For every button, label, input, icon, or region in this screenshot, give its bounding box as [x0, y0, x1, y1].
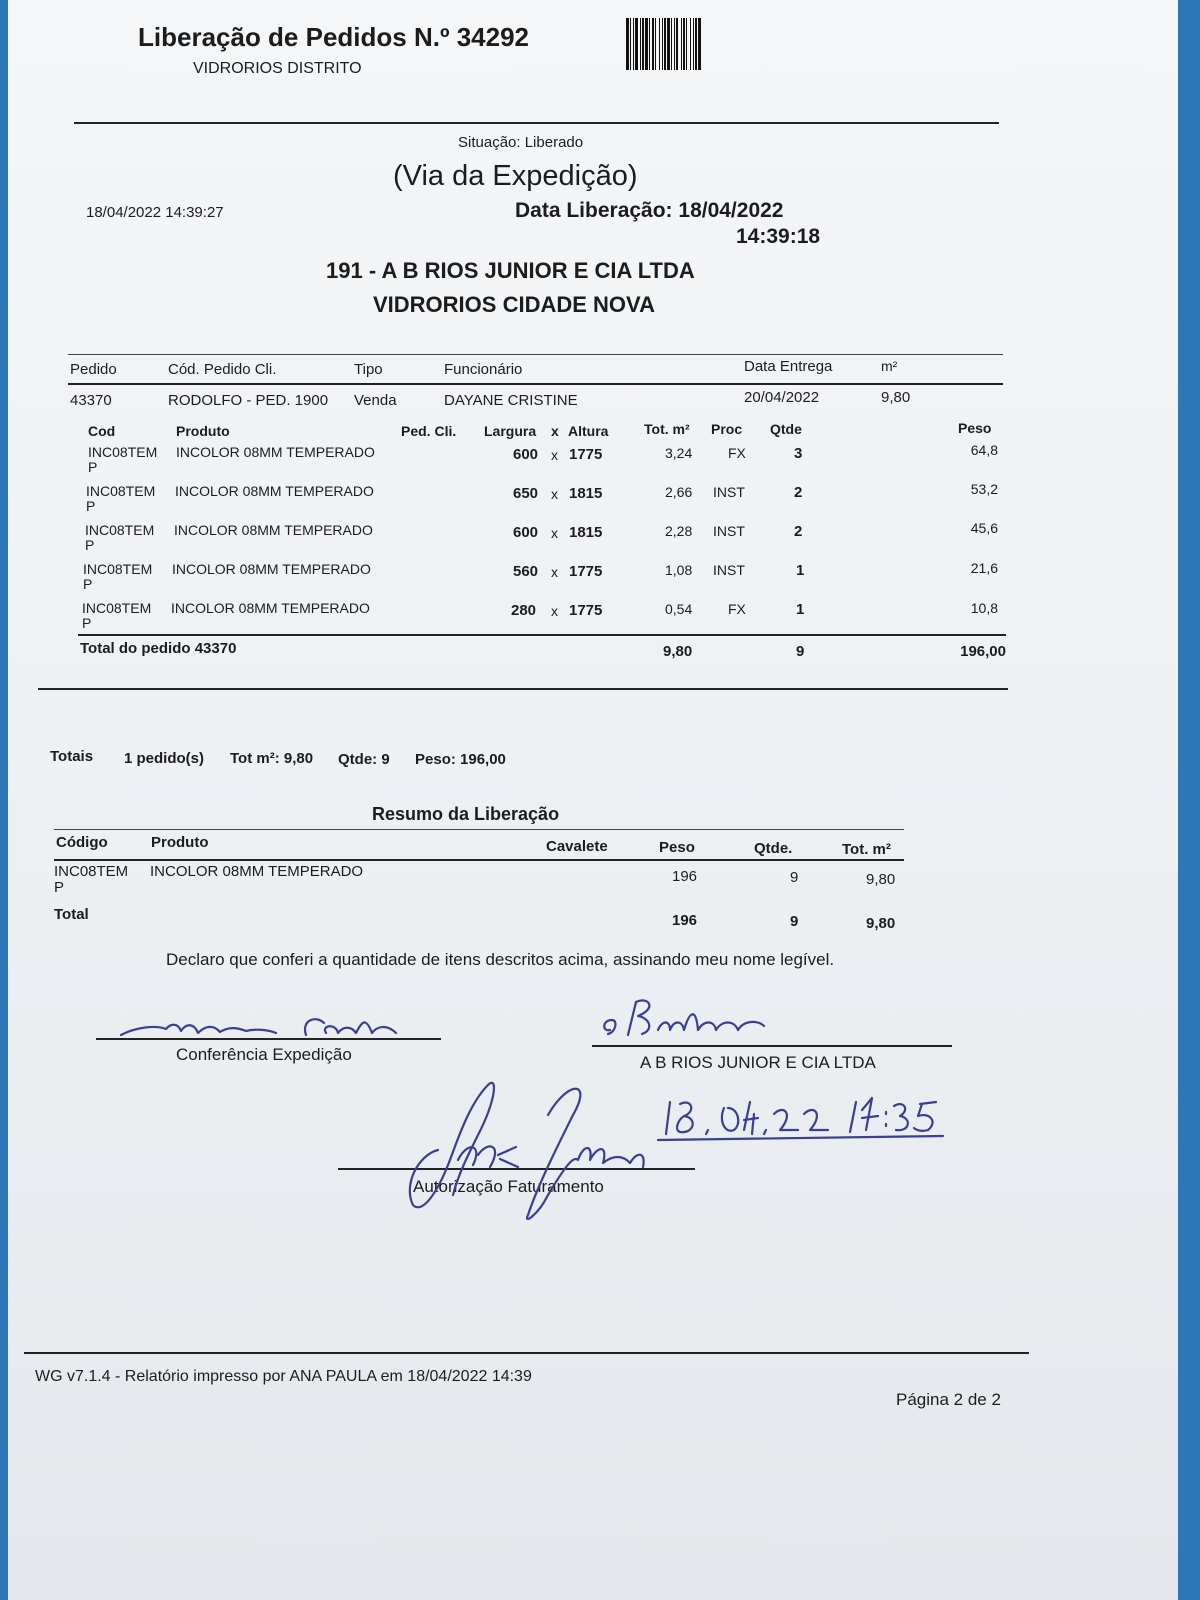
item-produto: INCOLOR 08MM TEMPERADO: [175, 483, 374, 499]
item-x: x: [551, 486, 558, 502]
items-col-x: x: [551, 423, 559, 439]
situacao-label: Situação: Liberado: [458, 134, 584, 151]
resumo-col-cavalete: Cavalete: [546, 838, 608, 855]
totais-peso: Peso: 196,00: [415, 751, 506, 768]
items-col-tot-m2: Tot. m²: [644, 421, 690, 437]
item-altura: 1775: [569, 563, 603, 580]
items-col-largura: Largura: [484, 423, 537, 439]
divider: [38, 688, 1008, 690]
signature-conferencia-icon: [116, 1005, 416, 1050]
resumo-col-qtde: Qtde.: [754, 840, 793, 857]
items-col-produto: Produto: [176, 423, 230, 439]
item-x: x: [551, 603, 558, 619]
totais-label: Totais: [50, 748, 94, 765]
resumo-col-tot-m2: Tot. m²: [842, 841, 891, 858]
totais-pedidos: 1 pedido(s): [124, 750, 205, 767]
item-tot-m2: 0,54: [665, 601, 693, 617]
item-qtde: 2: [794, 523, 803, 540]
pedido-value: 43370: [70, 392, 112, 409]
item-cod: INC08TEM: [85, 522, 155, 538]
declaration-text: Declaro que conferi a quantidade de itens descritos acima, assinando meu nome legível.: [166, 950, 835, 969]
item-produto: INCOLOR 08MM TEMPERADO: [176, 444, 375, 460]
item-proc: FX: [728, 601, 746, 617]
item-proc: INST: [713, 484, 745, 500]
client-name: 191 - A B RIOS JUNIOR E CIA LTDA: [326, 258, 695, 283]
signature-label-conferencia: Conferência Expedição: [176, 1045, 352, 1064]
footer-report-info: WG v7.1.4 - Relatório impresso por ANA PAULA em 18/04/2022 14:39: [35, 1368, 532, 1385]
item-largura: 600: [513, 446, 539, 463]
item-cod: INC08TEM: [86, 483, 156, 499]
barcode-icon: [626, 18, 796, 70]
total-pedido-m2: 9,80: [663, 643, 693, 660]
item-qtde: 1: [796, 601, 805, 618]
item-x: x: [551, 564, 558, 580]
col-m2: m²: [881, 358, 898, 374]
resumo-total-label: Total: [54, 906, 89, 923]
handwritten-date-icon: [658, 1090, 948, 1146]
col-data-entrega: Data Entrega: [744, 358, 833, 375]
item-largura: 560: [513, 563, 539, 580]
resumo-produto: INCOLOR 08MM TEMPERADO: [150, 863, 364, 880]
signature-label-autorizacao: Autorização Faturamento: [413, 1177, 604, 1196]
item-produto: INCOLOR 08MM TEMPERADO: [171, 600, 370, 616]
item-altura: 1815: [569, 524, 603, 541]
item-cod: INC08TEM: [88, 444, 158, 460]
barcode-stripe: [698, 18, 701, 70]
resumo-col-produto: Produto: [151, 834, 209, 851]
item-proc: FX: [728, 445, 746, 461]
item-produto: INCOLOR 08MM TEMPERADO: [174, 522, 373, 538]
divider: [74, 122, 999, 124]
item-tot-m2: 2,66: [665, 484, 693, 500]
items-col-proc: Proc: [711, 421, 743, 437]
item-cod-suffix: P: [86, 498, 96, 514]
divider: [24, 1352, 1029, 1354]
resumo-qtde: 9: [790, 869, 799, 886]
m2-value: 9,80: [881, 389, 911, 406]
col-funcionario: Funcionário: [444, 361, 523, 378]
item-cod: INC08TEM: [82, 600, 152, 616]
item-cod-suffix: P: [82, 615, 92, 631]
item-qtde: 3: [794, 445, 803, 462]
item-produto: INCOLOR 08MM TEMPERADO: [172, 561, 371, 577]
cod-pedido-cli-value: RODOLFO - PED. 1900: [168, 392, 329, 409]
item-altura: 1775: [569, 446, 603, 463]
item-peso: 53,2: [970, 481, 998, 497]
items-col-ped-cli: Ped. Cli.: [401, 423, 457, 439]
item-largura: 650: [513, 485, 539, 502]
divider: [68, 354, 1003, 355]
document-page: [8, 0, 1178, 1600]
hora-liberacao: 14:39:18: [736, 225, 821, 248]
col-tipo: Tipo: [354, 361, 383, 378]
funcionario-value: DAYANE CRISTINE: [444, 392, 578, 409]
item-tot-m2: 1,08: [665, 562, 693, 578]
signature-label-cliente: A B RIOS JUNIOR E CIA LTDA: [640, 1053, 876, 1072]
divider: [54, 829, 904, 830]
item-cod-suffix: P: [88, 459, 98, 475]
items-col-peso: Peso: [958, 420, 992, 436]
tipo-value: Venda: [354, 392, 397, 409]
signature-autorizacao-icon: [398, 1075, 658, 1225]
resumo-total-qtde: 9: [790, 913, 799, 930]
total-pedido-peso: 196,00: [960, 643, 1006, 660]
resumo-tot-m2: 9,80: [866, 871, 896, 888]
divider: [78, 634, 1006, 636]
resumo-codigo: INC08TEM: [54, 863, 129, 880]
item-peso: 45,6: [970, 520, 998, 536]
item-cod-suffix: P: [83, 576, 93, 592]
item-altura: 1775: [569, 602, 603, 619]
footer-page-number: Página 2 de 2: [896, 1390, 1001, 1409]
resumo-total-tot-m2: 9,80: [866, 915, 896, 932]
items-col-altura: Altura: [568, 423, 609, 439]
totais-tot-m2: Tot m²: 9,80: [230, 750, 314, 767]
resumo-codigo-suffix: P: [54, 879, 65, 896]
col-pedido: Pedido: [70, 361, 117, 378]
via-label: (Via da Expedição): [393, 160, 638, 192]
print-datetime: 18/04/2022 14:39:27: [86, 204, 224, 221]
resumo-peso: 196: [672, 868, 698, 885]
item-x: x: [551, 447, 558, 463]
signature-line-cliente: [592, 1045, 952, 1047]
item-peso: 10,8: [970, 600, 998, 616]
items-col-qtde: Qtde: [770, 421, 802, 437]
company-name: VIDRORIOS DISTRITO: [193, 60, 362, 77]
divider: [54, 859, 904, 861]
item-largura: 600: [513, 524, 539, 541]
data-liberacao: Data Liberação: 18/04/2022: [515, 199, 784, 222]
item-altura: 1815: [569, 485, 603, 502]
document-title: Liberação de Pedidos N.º 34292: [138, 22, 529, 52]
col-cod-pedido-cli: Cód. Pedido Cli.: [168, 361, 277, 378]
resumo-col-codigo: Código: [56, 834, 108, 851]
item-proc: INST: [713, 562, 745, 578]
item-largura: 280: [511, 602, 537, 619]
item-cod-suffix: P: [85, 537, 95, 553]
totais-qtde: Qtde: 9: [338, 751, 390, 768]
total-pedido-label: Total do pedido 43370: [80, 640, 237, 657]
data-entrega-value: 20/04/2022: [744, 389, 820, 406]
item-proc: INST: [713, 523, 745, 539]
resumo-col-peso: Peso: [659, 839, 695, 856]
resumo-title: Resumo da Liberação: [372, 804, 560, 824]
item-qtde: 2: [794, 484, 803, 501]
resumo-total-peso: 196: [672, 912, 698, 929]
total-pedido-qtde: 9: [796, 643, 805, 660]
item-tot-m2: 3,24: [665, 445, 693, 461]
item-peso: 21,6: [970, 560, 998, 576]
divider: [68, 383, 1003, 385]
store-name: VIDRORIOS CIDADE NOVA: [373, 292, 655, 317]
items-col-cod: Cod: [88, 423, 116, 439]
item-tot-m2: 2,28: [665, 523, 693, 539]
item-qtde: 1: [796, 562, 805, 579]
signature-cliente-icon: [598, 990, 778, 1045]
item-x: x: [551, 525, 558, 541]
item-cod: INC08TEM: [83, 561, 153, 577]
item-peso: 64,8: [970, 442, 998, 458]
